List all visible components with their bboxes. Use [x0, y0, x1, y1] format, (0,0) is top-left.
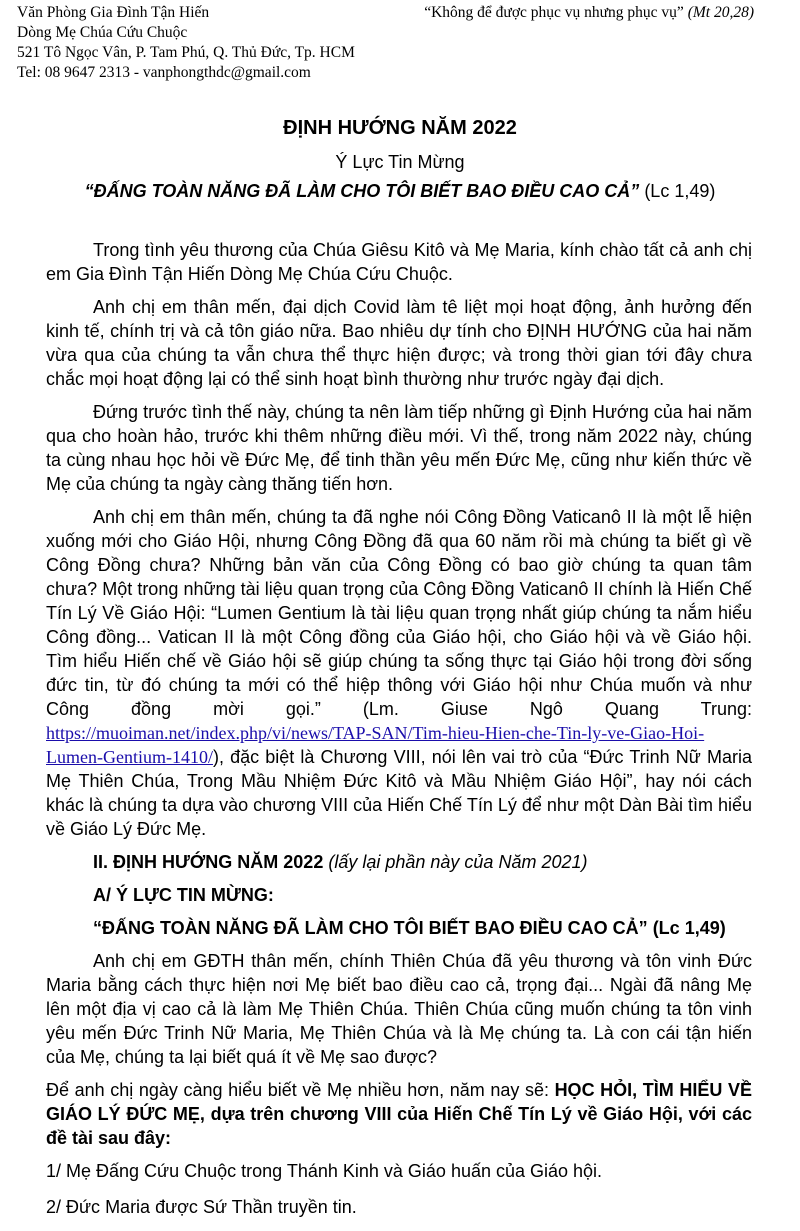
org-contact: Tel: 08 9647 2313 - vanphongthdc@gmail.com: [17, 64, 311, 81]
paragraph-situation: Đứng trước tình thế này, chúng ta nên làm tiếp những gì Định Hướng của hai năm qua cho hoàn hảo, trước khi thêm những điều mới. Vì thế, trong năm 2022 này, chúng ta cùng nhau học hỏi về Đức Mẹ, để tinh thần yêu mến Đức Mẹ, cũng như kiến thức về Mẹ của chúng ta ngày càng thăng tiến hơn.: [46, 402, 752, 494]
header-quote-text: “Không để được phục vụ nhưng phục vụ”: [424, 4, 684, 21]
study-plan-lead: Để anh chị ngày càng hiểu biết về Mẹ nhiều hơn, năm nay sẽ:: [46, 1080, 555, 1100]
paragraph-vatican-ii: [46, 505, 752, 841]
paragraph-greeting: Trong tình yêu thương của Chúa Giêsu Kitô và Mẹ Maria, kính chào tất cả anh chị em Gia Đình Tận Hiến Dòng Mẹ Chúa Cứu Chuộc.: [46, 240, 752, 284]
header-quote: [424, 3, 754, 23]
motto-ref: (Lc 1,49): [644, 181, 716, 201]
motto: [0, 179, 800, 203]
motto-text: “ĐẤNG TOÀN NĂNG ĐÃ LÀM CHO TÔI BIẾT BAO ĐIỀU CAO CẢ”: [84, 181, 640, 201]
org-address: 521 Tô Ngọc Vân, P. Tam Phú, Q. Thủ Đức, Tp. HCM: [17, 44, 355, 61]
document-title: ĐỊNH HƯỚNG NĂM 2022: [283, 117, 517, 139]
paragraph-vatican-ii-text: Anh chị em thân mến, chúng ta đã nghe nói Công Đồng Vaticanô II là một lễ hiện xuống mới cho Giáo Hội, nhưng Công Đồng đã qua 60 năm rồi mà chúng ta biết gì về Công Đồng chưa? Những bản văn của Công Đồng có bao giờ chúng ta quan tâm chưa? Một trong những tài liệu quan trọng của Công Đồng Vaticanô II chính là Hiến Chế Tín Lý Về Giáo Hội: “Lumen Gentium là tài liệu quan trọng nhất giúp chúng ta nắm hiểu Công đồng... Vatican II là một Công đồng của Giáo hội, cho Giáo hội và về Giáo hội. Tìm hiểu Hiến chế về Giáo hội sẽ giúp chúng ta sống thực tại Giáo hội trong đời sống đức tin, từ đó chúng ta mới có thể hiệp thông với Giáo hội như Chúa muốn và như Công đồng mời gọi.” (Lm. Giuse Ngô Quang Trung:: [46, 507, 752, 719]
paragraph-covid: Anh chị em thân mến, đại dịch Covid làm tê liệt mọi hoạt động, ảnh hưởng đến kinh tế, chính trị và cả tôn giáo nữa. Bao nhiêu dự tính cho ĐỊNH HƯỚNG của hai năm vừa qua của chúng ta vẫn chưa thể thực hiện được; và trong thời gian tới đây chưa chắc mọi hoạt động lại có thể sinh hoạt bình thường như trước ngày đại dịch.: [46, 297, 752, 389]
section-a-motto-text: “ĐẤNG TOÀN NĂNG ĐÃ LÀM CHO TÔI BIẾT BAO ĐIỀU CAO CẢ”: [93, 918, 648, 938]
section-a-heading: A/ Ý LỰC TIN MỪNG:: [93, 885, 274, 905]
org-name: Văn Phòng Gia Đình Tận Hiến: [17, 4, 210, 21]
document-subtitle: Ý Lực Tin Mừng: [335, 152, 465, 172]
section-2-heading: [46, 850, 752, 874]
section-2-title: II. ĐỊNH HƯỚNG NĂM 2022: [93, 852, 324, 872]
section-2-note: (lấy lại phần này của Năm 2021): [328, 852, 588, 872]
section-a-motto-ref: (Lc 1,49): [652, 918, 726, 938]
study-plan-topic: HỌC HỎI, TÌM HIỂU VỀ GIÁO LÝ ĐỨC MẸ, dựa trên chương VIII của Hiến Chế Tín Lý về Giáo Hội, với các đề tài sau đây:: [46, 1080, 752, 1148]
section-a-motto: [46, 916, 752, 940]
org-congregation: Dòng Mẹ Chúa Cứu Chuộc: [17, 24, 188, 41]
source-link[interactable]: https://muoiman.net/index.php/vi/news/TAP-SAN/Tim-hieu-Hien-che-Tin-ly-ve-Giao-Hoi-Lumen-Gentium-1410/: [46, 723, 705, 767]
paragraph-study-plan: [46, 1078, 752, 1150]
organization-header: [17, 3, 355, 83]
paragraph-god-honors-mary: Anh chị em GĐTH thân mến, chính Thiên Chúa đã yêu thương và tôn vinh Đức Maria bằng cách thực hiện nơi Mẹ biết bao điều cao cả, trọng đại... Ngài đã nâng Mẹ lên một địa vị cao cả là làm Mẹ Thiên Chúa. Thiên Chúa cũng muốn chúng ta tôn vinh yêu mến Đức Trinh Nữ Maria, Mẹ Thiên Chúa và là Mẹ chúng ta. Là con cái tận hiến của Mẹ, chúng ta lại biết quá ít về Mẹ sao được?: [46, 951, 752, 1067]
header-quote-ref: (Mt 20,28): [687, 4, 754, 21]
topic-item: 2/ Đức Maria được Sứ Thần truyền tin.: [46, 1197, 357, 1217]
topic-item: 1/ Mẹ Đấng Cứu Chuộc trong Thánh Kinh và Giáo huấn của Giáo hội.: [46, 1161, 603, 1181]
document-body: [46, 238, 752, 1231]
paragraph-vatican-ii-continued: ), đặc biệt là Chương VIII, nói lên vai trò của “Đức Trinh Nữ Maria Mẹ Thiên Chúa, Trong Mầu Nhiệm Đức Kitô và Mầu Nhiệm Giáo Hội”, hay nói cách khác là chúng ta dựa vào chương VIII của Hiến Chế Tín Lý để như một Dàn Bài tìm hiểu về Giáo Lý Đức Mẹ.: [46, 747, 753, 839]
